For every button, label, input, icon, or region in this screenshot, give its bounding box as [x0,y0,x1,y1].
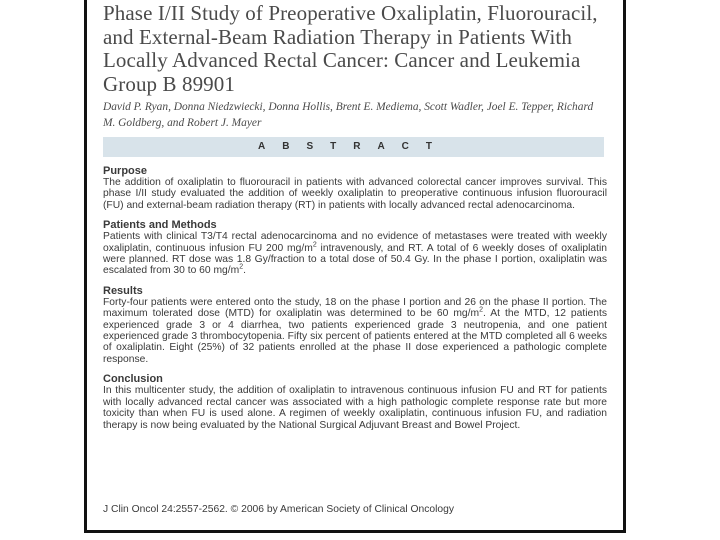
results-text [103,297,607,365]
abstract-body [103,166,607,440]
journal-citation: J Clin Oncol 24:2557-2562. © 2006 by American Society of Clinical Oncology [103,504,455,515]
abstract-banner: ABSTRACT [103,137,604,157]
methods-text-part-2: intravenously, and RT. A total of 6 weekly doses of oxaliplatin were planned. RT dose was 1.8 Gy/fraction to a total dose of 50.4 Gy. In the phase I portion, oxaliplatin was escalated from 30 to 60 mg/m [103,242,608,277]
results-text-part-2: . At the MTD, 12 patients experienced grade 3 or 4 diarrhea, two patients experienced grade 3 neutropenia, and one patient experienced grade 3 thrombocytopenia. Fifty six percent of patients entered at the MTD completed all 6 weeks of oxaliplatin. Eight (25%) of 32 patients enrolled at the phase II dose experienced a pathologic complete response. [103,308,607,365]
superscript-squared: 2 [239,264,244,272]
results-heading: Results [103,284,143,297]
superscript-squared: 2 [479,306,483,314]
paper-page [84,0,626,533]
conclusion-text: In this multicenter study, the addition of oxaliplatin to intravenous continuous infusion FU and RT for patients with locally advanced rectal cancer was associated with a high pathologic complete response rate but more toxicity than when FU is used alone. A regimen of weekly oxaliplatin, continuous infusion FU, and radiation therapy is now being evaluated by the National Surgical Adjuvant Breast and Bowel Project. [103,385,607,431]
purpose-heading: Purpose [103,165,148,177]
methods-text-part-3: . [243,265,246,277]
methods-text-part-1: Patients with clinical T3/T4 rectal adenocarcinoma and no evidence of metastases were treated with weekly oxaliplatin, continuous infusion FU 200 mg/m [103,231,607,254]
author-list: David P. Ryan, Donna Niedzwiecki, Donna Hollis, Brent E. Mediema, Scott Wadler, Joel E. Tepper, Richard M. Goldberg, and Robert J. Mayer [103,101,594,129]
paper-title: Phase I/II Study of Preoperative Oxaliplatin, Fluorouracil, and External-Beam Radiation Therapy in Patients With Locally Advanced Rectal Cancer: Cancer and Leukemia Group B 89901 [103,1,598,96]
conclusion-heading: Conclusion [103,373,163,386]
purpose-text: The addition of oxaliplatin to fluorouracil in patients with advanced colorectal cancer improves survival. This phase I/II study evaluated the addition of weekly oxaliplatin to preoperative continuous infusion fluorouracil (FU) and external-beam radiation therapy (RT) in patients with locally advanced rectal adenocarcinoma. [103,177,607,211]
results-text-part-1: Forty-four patients were entered onto the study, 18 on the phase I portion and 26 on the phase II portion. The maximum tolerated dose (MTD) for oxaliplatin was determined to be 60 mg/m [103,296,607,320]
methods-heading: Patients and Methods [103,219,217,232]
methods-text [103,231,607,277]
superscript-squared: 2 [312,241,317,249]
